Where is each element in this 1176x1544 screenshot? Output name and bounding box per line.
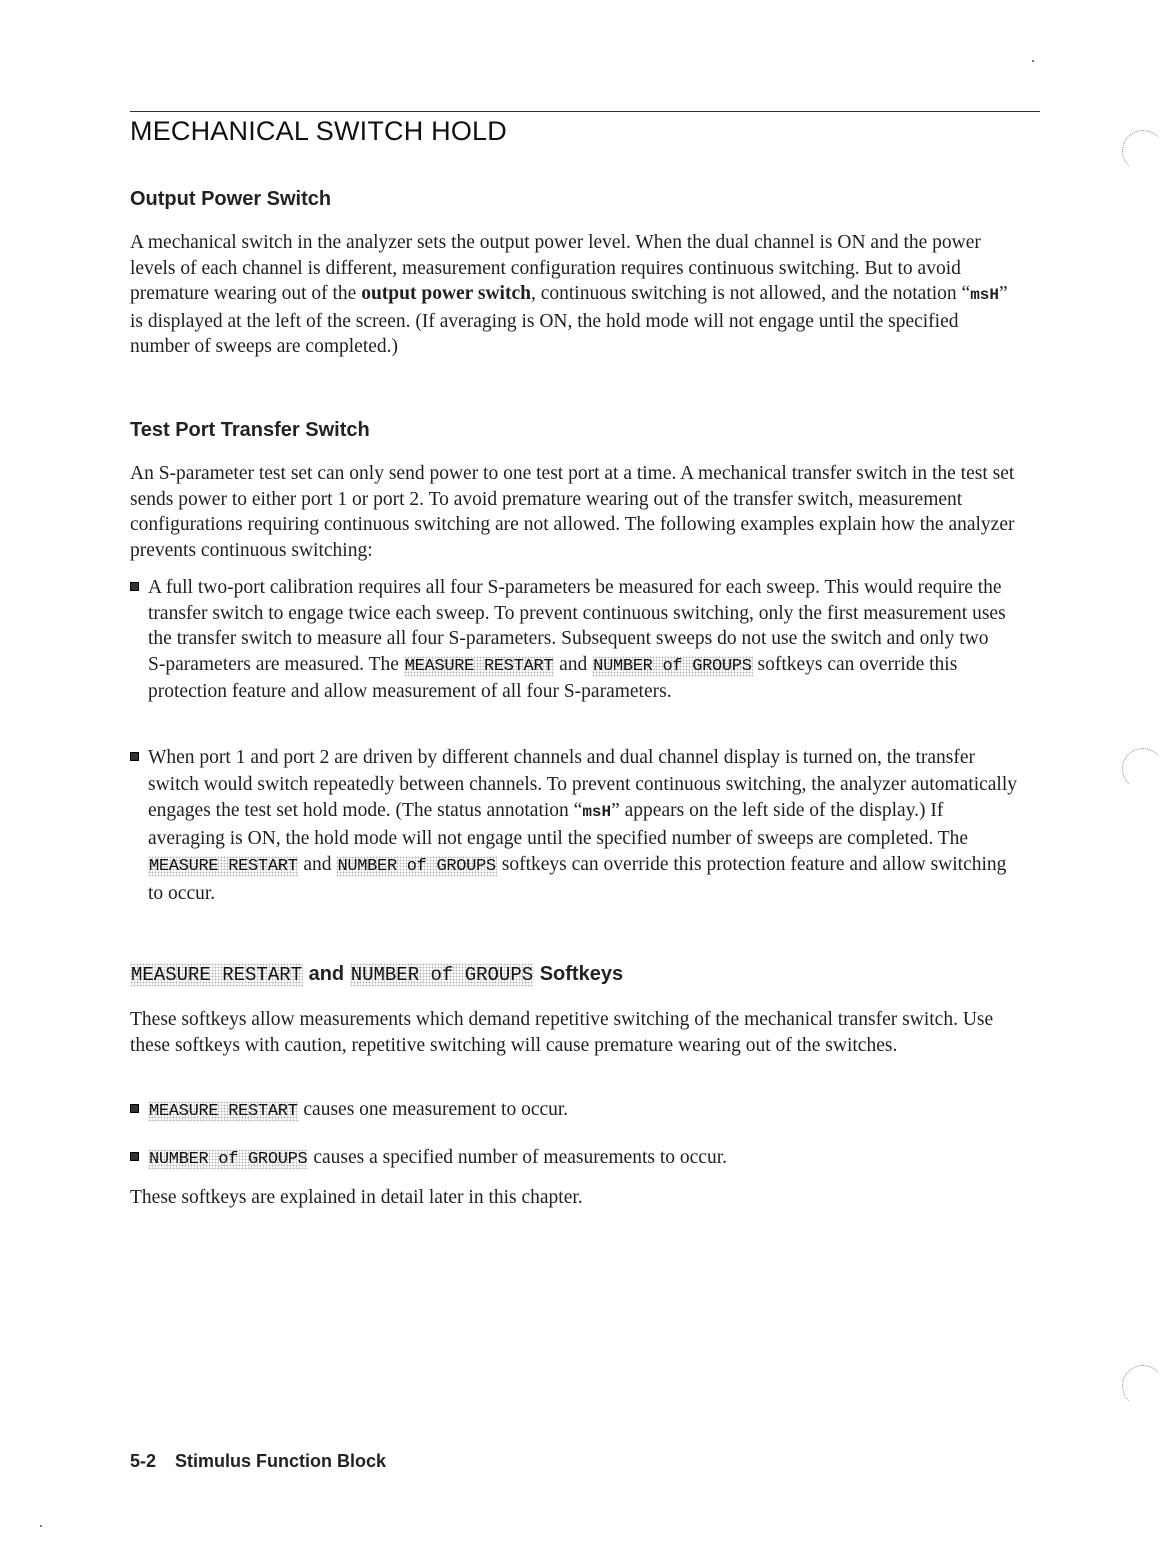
scan-speck: [40, 1525, 42, 1527]
softkeys-intro-paragraph: These softkeys allow measurements which demand repetitive switching of the mechanical transfer switch. Use these softkeys with caution, repetitive switching will cause premature wearing out of the switches.: [130, 1009, 994, 1056]
status-annotation-msh: msH: [582, 803, 612, 821]
binder-hole-artifact: [1122, 130, 1164, 172]
binder-hole-artifact: [1122, 1365, 1164, 1407]
section-heading-output-power-switch: Output Power Switch: [130, 188, 332, 210]
text-run: causes a specified number of measurements to occur.: [308, 1147, 727, 1168]
text-run: causes one measurement to occur.: [298, 1099, 569, 1120]
heading-connector: and: [303, 963, 350, 985]
output-power-switch-paragraph: [130, 230, 1010, 360]
section-heading-softkeys: [130, 963, 623, 986]
square-bullet-icon: [130, 1104, 139, 1113]
softkey-measure-restart: MEASURE RESTART: [149, 1102, 298, 1121]
softkey-number-of-groups: NUMBER of GROUPS: [149, 1150, 308, 1169]
text-run: When port 1 and port 2 are driven by different channels and dual channel display is turned on, the transfer switch would switch repeatedly between channels. To prevent continuous switching, the analyzer automatically engages the test set hold mode. (The status annotation “: [148, 747, 1018, 821]
text-run: and: [554, 653, 593, 675]
chapter-title: MECHANICAL SWITCH HOLD: [130, 116, 507, 146]
binder-hole-artifact: [1122, 748, 1164, 790]
scan-speck: [1032, 60, 1034, 62]
square-bullet-icon: [130, 752, 139, 761]
page-footer: [130, 1451, 386, 1472]
softkey-measure-restart: MEASURE RESTART: [131, 964, 303, 986]
softkeys-closing-paragraph: These softkeys are explained in detail later in this chapter.: [130, 1187, 583, 1208]
square-bullet-icon: [130, 582, 139, 591]
softkey-number-of-groups: NUMBER of GROUPS: [350, 964, 534, 986]
list-item: [130, 1097, 1030, 1125]
text-run: softkeys can override this protection feature and allow switching to occur.: [148, 854, 1007, 904]
square-bullet-icon: [130, 1152, 139, 1161]
list-item: [130, 1145, 1030, 1173]
text-run: ” is displayed at the left of the screen. (If averaging is ON, the hold mode will not engage until the specified number of sweeps are completed.): [130, 283, 1008, 358]
list-item-text: [148, 1097, 1030, 1125]
section-heading-test-port-transfer-switch: Test Port Transfer Switch: [130, 419, 370, 441]
heading-suffix: Softkeys: [534, 963, 624, 985]
text-run: A full two-port calibration requires all four S-parameters be measured for each sweep. This would require the transfer switch to engage twice each sweep. To prevent continuous switching, only the first measurement uses the transfer switch to measure all four S-parameters. Subsequent sweeps do not use the switch and only two S-parameters are measured. The: [148, 577, 1006, 675]
softkey-number-of-groups: NUMBER of GROUPS: [593, 656, 752, 676]
text-run: A mechanical switch in the analyzer sets the output power level. When the dual channel is ON and the power levels of each channel is different, measurement configuration requires continuous switching. But to avoid premature wearing out of the: [130, 232, 981, 305]
top-rule-divider: [130, 111, 1040, 112]
softkey-measure-restart: MEASURE RESTART: [149, 857, 298, 876]
footer-section-name: Stimulus Function Block: [175, 1451, 387, 1471]
text-run: softkeys can override this protection feature and allow measurement of all four S-parameters.: [148, 653, 958, 703]
page-number: 5-2: [130, 1451, 157, 1471]
softkey-measure-restart: MEASURE RESTART: [404, 656, 554, 676]
softkey-number-of-groups: NUMBER of GROUPS: [337, 857, 496, 876]
list-item-text: [148, 745, 1025, 907]
text-run: , continuous switching is not allowed, and the notation “: [530, 283, 971, 305]
list-item: [130, 745, 1025, 907]
text-run: and: [298, 854, 337, 875]
bold-term-output-power-switch: output power switch: [361, 283, 531, 305]
list-item-text: [148, 575, 1010, 705]
status-annotation-msh: msH: [970, 286, 999, 305]
test-port-transfer-switch-intro: An S-parameter test set can only send power to one test port at a time. A mechanical transfer switch in the test set sends power to either port 1 or port 2. To avoid premature wearing out of the transfer switch, measurement configurations requiring continuous switching are not allowed. The following examples explain how the analyzer prevents continuous switching:: [130, 463, 1015, 561]
text-run: ” appears on the left side of the display.) If averaging is ON, the hold mode will not engage until the specified number of sweeps are completed. The: [148, 800, 969, 849]
list-item: [130, 575, 1010, 705]
list-item-text: [148, 1145, 1030, 1173]
